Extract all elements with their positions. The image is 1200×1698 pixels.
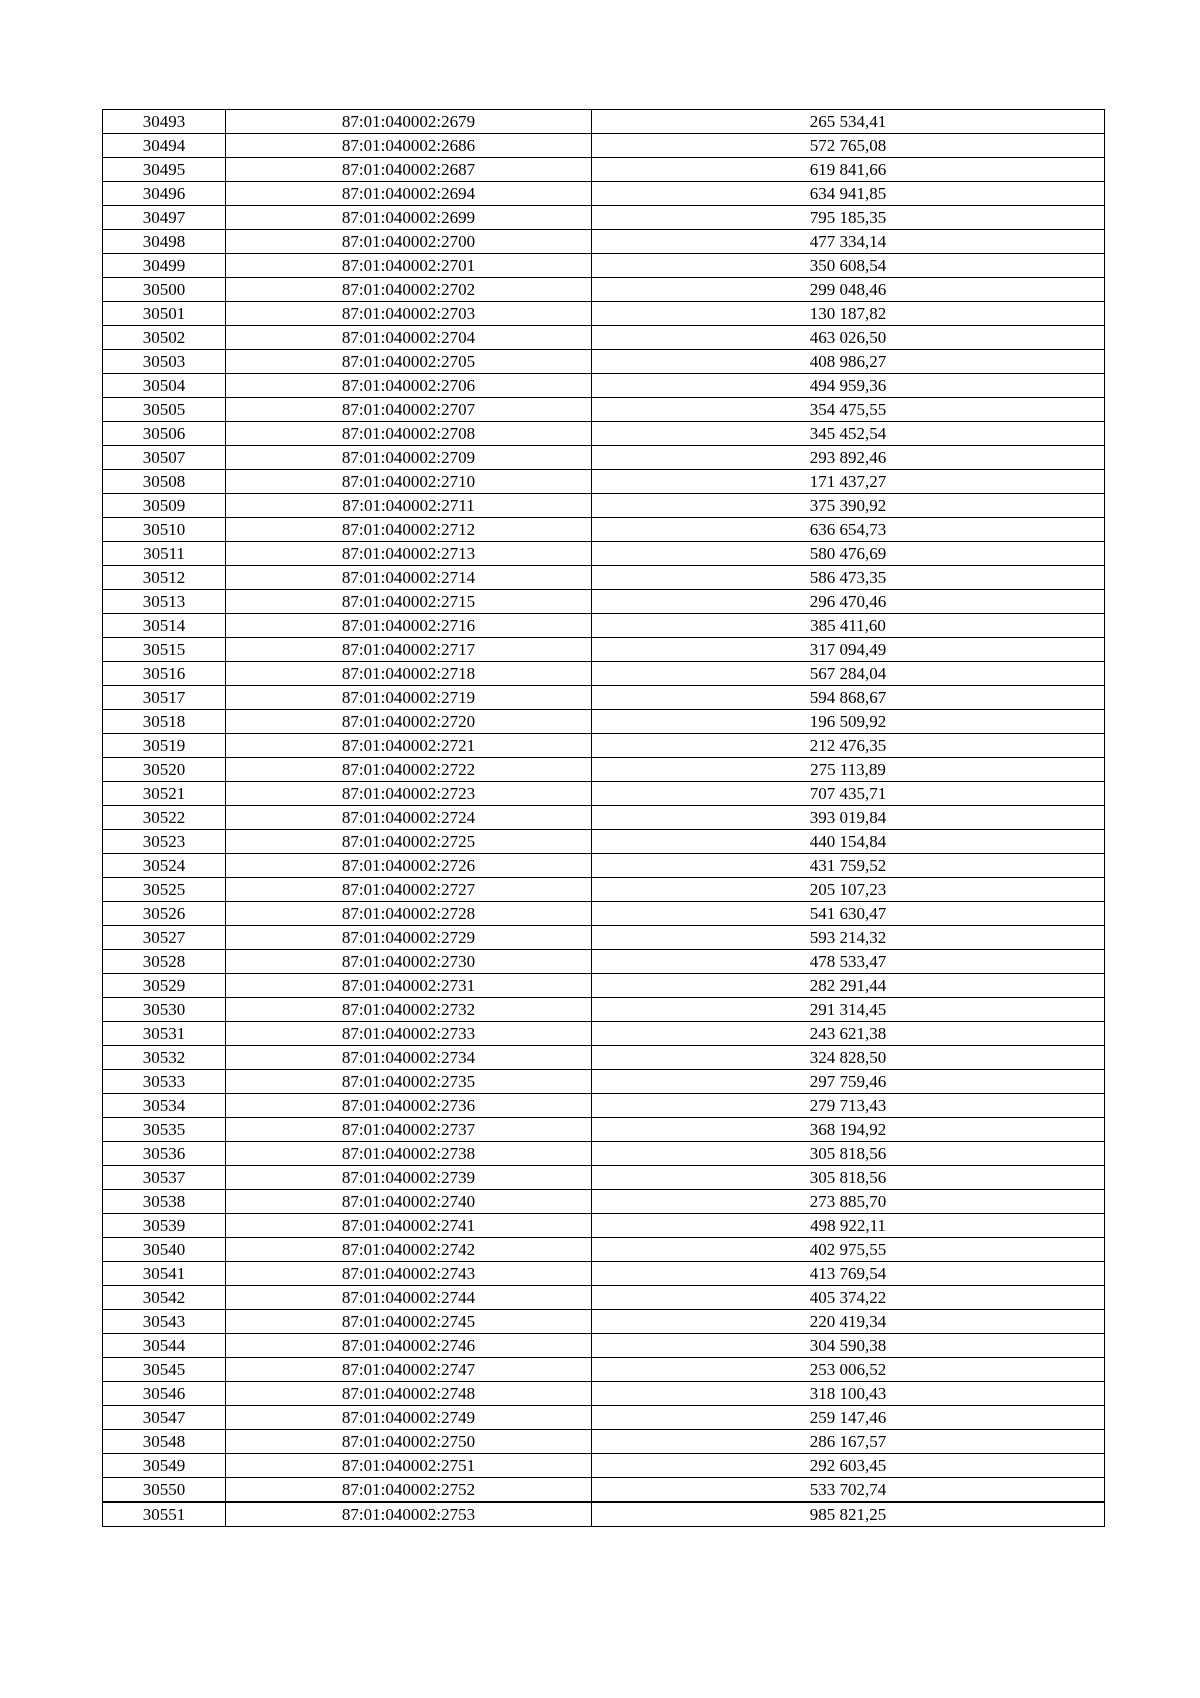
cadastral-number-cell: 87:01:040002:2752 — [226, 1478, 592, 1503]
table-row — [103, 494, 1105, 518]
cadastral-value-cell: 324 828,50 — [592, 1046, 1105, 1070]
cadastral-value-cell: 431 759,52 — [592, 854, 1105, 878]
cadastral-value-cell: 350 608,54 — [592, 254, 1105, 278]
row-number-cell: 30514 — [103, 614, 226, 638]
cadastral-number-cell: 87:01:040002:2702 — [226, 278, 592, 302]
table-row — [103, 926, 1105, 950]
cadastral-value-cell: 580 476,69 — [592, 542, 1105, 566]
cadastral-number-cell: 87:01:040002:2716 — [226, 614, 592, 638]
cadastral-number-cell: 87:01:040002:2699 — [226, 206, 592, 230]
cadastral-number-cell: 87:01:040002:2728 — [226, 902, 592, 926]
cadastral-value-cell: 296 470,46 — [592, 590, 1105, 614]
row-number-cell: 30527 — [103, 926, 226, 950]
table-row — [103, 566, 1105, 590]
cadastral-value-cell: 385 411,60 — [592, 614, 1105, 638]
row-number-cell: 30497 — [103, 206, 226, 230]
row-number-cell: 30516 — [103, 662, 226, 686]
cadastral-number-cell: 87:01:040002:2694 — [226, 182, 592, 206]
table-row — [103, 302, 1105, 326]
row-number-cell: 30515 — [103, 638, 226, 662]
row-number-cell: 30547 — [103, 1406, 226, 1430]
row-number-cell: 30546 — [103, 1382, 226, 1406]
cadastral-value-cell: 375 390,92 — [592, 494, 1105, 518]
table-row — [103, 1238, 1105, 1262]
table-row — [103, 1358, 1105, 1382]
table-row — [103, 278, 1105, 302]
cadastral-value-cell: 636 654,73 — [592, 518, 1105, 542]
cadastral-value-cell: 243 621,38 — [592, 1022, 1105, 1046]
cadastral-value-cell: 541 630,47 — [592, 902, 1105, 926]
cadastral-value-cell: 253 006,52 — [592, 1358, 1105, 1382]
cadastral-number-cell: 87:01:040002:2740 — [226, 1190, 592, 1214]
cadastral-number-cell: 87:01:040002:2711 — [226, 494, 592, 518]
table-row — [103, 1286, 1105, 1310]
row-number-cell: 30532 — [103, 1046, 226, 1070]
cadastral-number-cell: 87:01:040002:2748 — [226, 1382, 592, 1406]
cadastral-value-cell: 393 019,84 — [592, 806, 1105, 830]
cadastral-number-cell: 87:01:040002:2706 — [226, 374, 592, 398]
table-row — [103, 1262, 1105, 1286]
table-row — [103, 1142, 1105, 1166]
cadastral-number-cell: 87:01:040002:2712 — [226, 518, 592, 542]
cadastral-value-cell: 440 154,84 — [592, 830, 1105, 854]
cadastral-number-cell: 87:01:040002:2731 — [226, 974, 592, 998]
cadastral-value-cell: 586 473,35 — [592, 566, 1105, 590]
row-number-cell: 30548 — [103, 1430, 226, 1454]
table-row — [103, 1070, 1105, 1094]
cadastral-number-cell: 87:01:040002:2739 — [226, 1166, 592, 1190]
table-row — [103, 110, 1105, 134]
cadastral-value-cell: 478 533,47 — [592, 950, 1105, 974]
cadastral-number-cell: 87:01:040002:2710 — [226, 470, 592, 494]
cadastral-number-cell: 87:01:040002:2709 — [226, 446, 592, 470]
cadastral-value-cell: 286 167,57 — [592, 1430, 1105, 1454]
table-row — [103, 1454, 1105, 1478]
cadastral-number-cell: 87:01:040002:2729 — [226, 926, 592, 950]
cadastral-value-cell: 304 590,38 — [592, 1334, 1105, 1358]
row-number-cell: 30498 — [103, 230, 226, 254]
row-number-cell: 30502 — [103, 326, 226, 350]
table-row — [103, 158, 1105, 182]
table-row — [103, 422, 1105, 446]
row-number-cell: 30493 — [103, 110, 226, 134]
row-number-cell: 30522 — [103, 806, 226, 830]
table-row — [103, 998, 1105, 1022]
cadastral-value-cell: 292 603,45 — [592, 1454, 1105, 1478]
cadastral-number-cell: 87:01:040002:2751 — [226, 1454, 592, 1478]
row-number-cell: 30503 — [103, 350, 226, 374]
table-row — [103, 446, 1105, 470]
row-number-cell: 30504 — [103, 374, 226, 398]
table-row — [103, 374, 1105, 398]
table-row — [103, 854, 1105, 878]
row-number-cell: 30510 — [103, 518, 226, 542]
row-number-cell: 30538 — [103, 1190, 226, 1214]
cadastral-number-cell: 87:01:040002:2747 — [226, 1358, 592, 1382]
table-row — [103, 590, 1105, 614]
cadastral-number-cell: 87:01:040002:2722 — [226, 758, 592, 782]
row-number-cell: 30495 — [103, 158, 226, 182]
row-number-cell: 30500 — [103, 278, 226, 302]
cadastral-value-cell: 265 534,41 — [592, 110, 1105, 134]
cadastral-value-cell: 205 107,23 — [592, 878, 1105, 902]
row-number-cell: 30535 — [103, 1118, 226, 1142]
table-row — [103, 806, 1105, 830]
table-row — [103, 1382, 1105, 1406]
cadastral-value-table — [102, 109, 1105, 1527]
cadastral-number-cell: 87:01:040002:2753 — [226, 1502, 592, 1527]
cadastral-number-cell: 87:01:040002:2713 — [226, 542, 592, 566]
cadastral-number-cell: 87:01:040002:2703 — [226, 302, 592, 326]
cadastral-number-cell: 87:01:040002:2727 — [226, 878, 592, 902]
row-number-cell: 30507 — [103, 446, 226, 470]
cadastral-value-cell: 345 452,54 — [592, 422, 1105, 446]
row-number-cell: 30499 — [103, 254, 226, 278]
cadastral-value-cell: 279 713,43 — [592, 1094, 1105, 1118]
cadastral-value-cell: 707 435,71 — [592, 782, 1105, 806]
row-number-cell: 30501 — [103, 302, 226, 326]
row-number-cell: 30525 — [103, 878, 226, 902]
row-number-cell: 30550 — [103, 1478, 226, 1503]
row-number-cell: 30531 — [103, 1022, 226, 1046]
table-row — [103, 1334, 1105, 1358]
table-row — [103, 398, 1105, 422]
table-row — [103, 686, 1105, 710]
cadastral-value-cell: 196 509,92 — [592, 710, 1105, 734]
row-number-cell: 30540 — [103, 1238, 226, 1262]
row-number-cell: 30511 — [103, 542, 226, 566]
table-row — [103, 662, 1105, 686]
table-row — [103, 878, 1105, 902]
cadastral-number-cell: 87:01:040002:2734 — [226, 1046, 592, 1070]
cadastral-value-cell: 413 769,54 — [592, 1262, 1105, 1286]
row-number-cell: 30496 — [103, 182, 226, 206]
cadastral-number-cell: 87:01:040002:2750 — [226, 1430, 592, 1454]
cadastral-number-cell: 87:01:040002:2736 — [226, 1094, 592, 1118]
table-row — [103, 974, 1105, 998]
cadastral-value-cell: 408 986,27 — [592, 350, 1105, 374]
cadastral-number-cell: 87:01:040002:2735 — [226, 1070, 592, 1094]
cadastral-value-cell: 297 759,46 — [592, 1070, 1105, 1094]
row-number-cell: 30533 — [103, 1070, 226, 1094]
row-number-cell: 30517 — [103, 686, 226, 710]
row-number-cell: 30537 — [103, 1166, 226, 1190]
row-number-cell: 30536 — [103, 1142, 226, 1166]
row-number-cell: 30518 — [103, 710, 226, 734]
row-number-cell: 30520 — [103, 758, 226, 782]
cadastral-value-cell: 275 113,89 — [592, 758, 1105, 782]
cadastral-value-cell: 594 868,67 — [592, 686, 1105, 710]
cadastral-number-cell: 87:01:040002:2732 — [226, 998, 592, 1022]
cadastral-number-cell: 87:01:040002:2720 — [226, 710, 592, 734]
cadastral-number-cell: 87:01:040002:2745 — [226, 1310, 592, 1334]
table-row — [103, 614, 1105, 638]
cadastral-value-cell: 318 100,43 — [592, 1382, 1105, 1406]
cadastral-value-cell: 567 284,04 — [592, 662, 1105, 686]
row-number-cell: 30508 — [103, 470, 226, 494]
cadastral-number-cell: 87:01:040002:2719 — [226, 686, 592, 710]
cadastral-number-cell: 87:01:040002:2737 — [226, 1118, 592, 1142]
cadastral-number-cell: 87:01:040002:2730 — [226, 950, 592, 974]
table-row — [103, 638, 1105, 662]
row-number-cell: 30545 — [103, 1358, 226, 1382]
cadastral-number-cell: 87:01:040002:2744 — [226, 1286, 592, 1310]
table-row — [103, 1166, 1105, 1190]
row-number-cell: 30521 — [103, 782, 226, 806]
table-row — [103, 230, 1105, 254]
cadastral-value-cell: 795 185,35 — [592, 206, 1105, 230]
row-number-cell: 30542 — [103, 1286, 226, 1310]
cadastral-number-cell: 87:01:040002:2714 — [226, 566, 592, 590]
table-row — [103, 182, 1105, 206]
cadastral-value-cell: 572 765,08 — [592, 134, 1105, 158]
row-number-cell: 30543 — [103, 1310, 226, 1334]
table-row — [103, 518, 1105, 542]
table-row — [103, 902, 1105, 926]
row-number-cell: 30530 — [103, 998, 226, 1022]
cadastral-value-cell: 259 147,46 — [592, 1406, 1105, 1430]
row-number-cell: 30544 — [103, 1334, 226, 1358]
cadastral-value-cell: 273 885,70 — [592, 1190, 1105, 1214]
cadastral-value-cell: 619 841,66 — [592, 158, 1105, 182]
cadastral-number-cell: 87:01:040002:2715 — [226, 590, 592, 614]
table-row — [103, 1094, 1105, 1118]
table-body — [103, 110, 1105, 1527]
row-number-cell: 30494 — [103, 134, 226, 158]
cadastral-value-cell: 593 214,32 — [592, 926, 1105, 950]
cadastral-value-cell: 634 941,85 — [592, 182, 1105, 206]
table-row — [103, 1046, 1105, 1070]
row-number-cell: 30509 — [103, 494, 226, 518]
cadastral-number-cell: 87:01:040002:2687 — [226, 158, 592, 182]
row-number-cell: 30539 — [103, 1214, 226, 1238]
table-row — [103, 1310, 1105, 1334]
cadastral-value-cell: 293 892,46 — [592, 446, 1105, 470]
row-number-cell: 30551 — [103, 1502, 226, 1527]
cadastral-number-cell: 87:01:040002:2717 — [226, 638, 592, 662]
table-row — [103, 830, 1105, 854]
cadastral-number-cell: 87:01:040002:2738 — [226, 1142, 592, 1166]
table-row — [103, 782, 1105, 806]
cadastral-number-cell: 87:01:040002:2726 — [226, 854, 592, 878]
row-number-cell: 30512 — [103, 566, 226, 590]
row-number-cell: 30526 — [103, 902, 226, 926]
table-row — [103, 542, 1105, 566]
cadastral-value-cell: 291 314,45 — [592, 998, 1105, 1022]
cadastral-number-cell: 87:01:040002:2708 — [226, 422, 592, 446]
cadastral-number-cell: 87:01:040002:2725 — [226, 830, 592, 854]
cadastral-value-cell: 494 959,36 — [592, 374, 1105, 398]
cadastral-value-cell: 305 818,56 — [592, 1142, 1105, 1166]
cadastral-number-cell: 87:01:040002:2746 — [226, 1334, 592, 1358]
row-number-cell: 30523 — [103, 830, 226, 854]
cadastral-value-cell: 130 187,82 — [592, 302, 1105, 326]
table-row — [103, 1118, 1105, 1142]
cadastral-number-cell: 87:01:040002:2721 — [226, 734, 592, 758]
row-number-cell: 30505 — [103, 398, 226, 422]
cadastral-number-cell: 87:01:040002:2743 — [226, 1262, 592, 1286]
cadastral-number-cell: 87:01:040002:2741 — [226, 1214, 592, 1238]
table-row — [103, 254, 1105, 278]
cadastral-number-cell: 87:01:040002:2705 — [226, 350, 592, 374]
row-number-cell: 30519 — [103, 734, 226, 758]
cadastral-number-cell: 87:01:040002:2707 — [226, 398, 592, 422]
row-number-cell: 30528 — [103, 950, 226, 974]
cadastral-number-cell: 87:01:040002:2686 — [226, 134, 592, 158]
table-row — [103, 950, 1105, 974]
cadastral-value-cell: 305 818,56 — [592, 1166, 1105, 1190]
row-number-cell: 30513 — [103, 590, 226, 614]
cadastral-value-cell: 368 194,92 — [592, 1118, 1105, 1142]
cadastral-number-cell: 87:01:040002:2723 — [226, 782, 592, 806]
row-number-cell: 30524 — [103, 854, 226, 878]
cadastral-value-cell: 477 334,14 — [592, 230, 1105, 254]
row-number-cell: 30549 — [103, 1454, 226, 1478]
cadastral-value-cell: 220 419,34 — [592, 1310, 1105, 1334]
table-row — [103, 326, 1105, 350]
table-row — [103, 710, 1105, 734]
table-row — [103, 1502, 1105, 1527]
cadastral-value-cell: 402 975,55 — [592, 1238, 1105, 1262]
cadastral-number-cell: 87:01:040002:2701 — [226, 254, 592, 278]
cadastral-number-cell: 87:01:040002:2704 — [226, 326, 592, 350]
cadastral-value-cell: 498 922,11 — [592, 1214, 1105, 1238]
cadastral-number-cell: 87:01:040002:2718 — [226, 662, 592, 686]
table-row — [103, 1406, 1105, 1430]
table-row — [103, 1022, 1105, 1046]
row-number-cell: 30534 — [103, 1094, 226, 1118]
cadastral-value-cell: 985 821,25 — [592, 1502, 1105, 1527]
table-row — [103, 350, 1105, 374]
table-row — [103, 1214, 1105, 1238]
table-row — [103, 1478, 1105, 1503]
table-row — [103, 206, 1105, 230]
table-row — [103, 734, 1105, 758]
cadastral-number-cell: 87:01:040002:2724 — [226, 806, 592, 830]
cadastral-number-cell: 87:01:040002:2733 — [226, 1022, 592, 1046]
cadastral-value-cell: 405 374,22 — [592, 1286, 1105, 1310]
table-row — [103, 1430, 1105, 1454]
cadastral-value-cell: 171 437,27 — [592, 470, 1105, 494]
row-number-cell: 30529 — [103, 974, 226, 998]
row-number-cell: 30541 — [103, 1262, 226, 1286]
cadastral-number-cell: 87:01:040002:2749 — [226, 1406, 592, 1430]
cadastral-value-cell: 463 026,50 — [592, 326, 1105, 350]
row-number-cell: 30506 — [103, 422, 226, 446]
cadastral-value-cell: 354 475,55 — [592, 398, 1105, 422]
table-row — [103, 470, 1105, 494]
cadastral-value-cell: 282 291,44 — [592, 974, 1105, 998]
cadastral-number-cell: 87:01:040002:2742 — [226, 1238, 592, 1262]
table-row — [103, 134, 1105, 158]
cadastral-number-cell: 87:01:040002:2679 — [226, 110, 592, 134]
cadastral-value-cell: 533 702,74 — [592, 1478, 1105, 1503]
cadastral-value-cell: 212 476,35 — [592, 734, 1105, 758]
table-row — [103, 758, 1105, 782]
table-row — [103, 1190, 1105, 1214]
cadastral-number-cell: 87:01:040002:2700 — [226, 230, 592, 254]
cadastral-value-cell: 299 048,46 — [592, 278, 1105, 302]
cadastral-value-cell: 317 094,49 — [592, 638, 1105, 662]
